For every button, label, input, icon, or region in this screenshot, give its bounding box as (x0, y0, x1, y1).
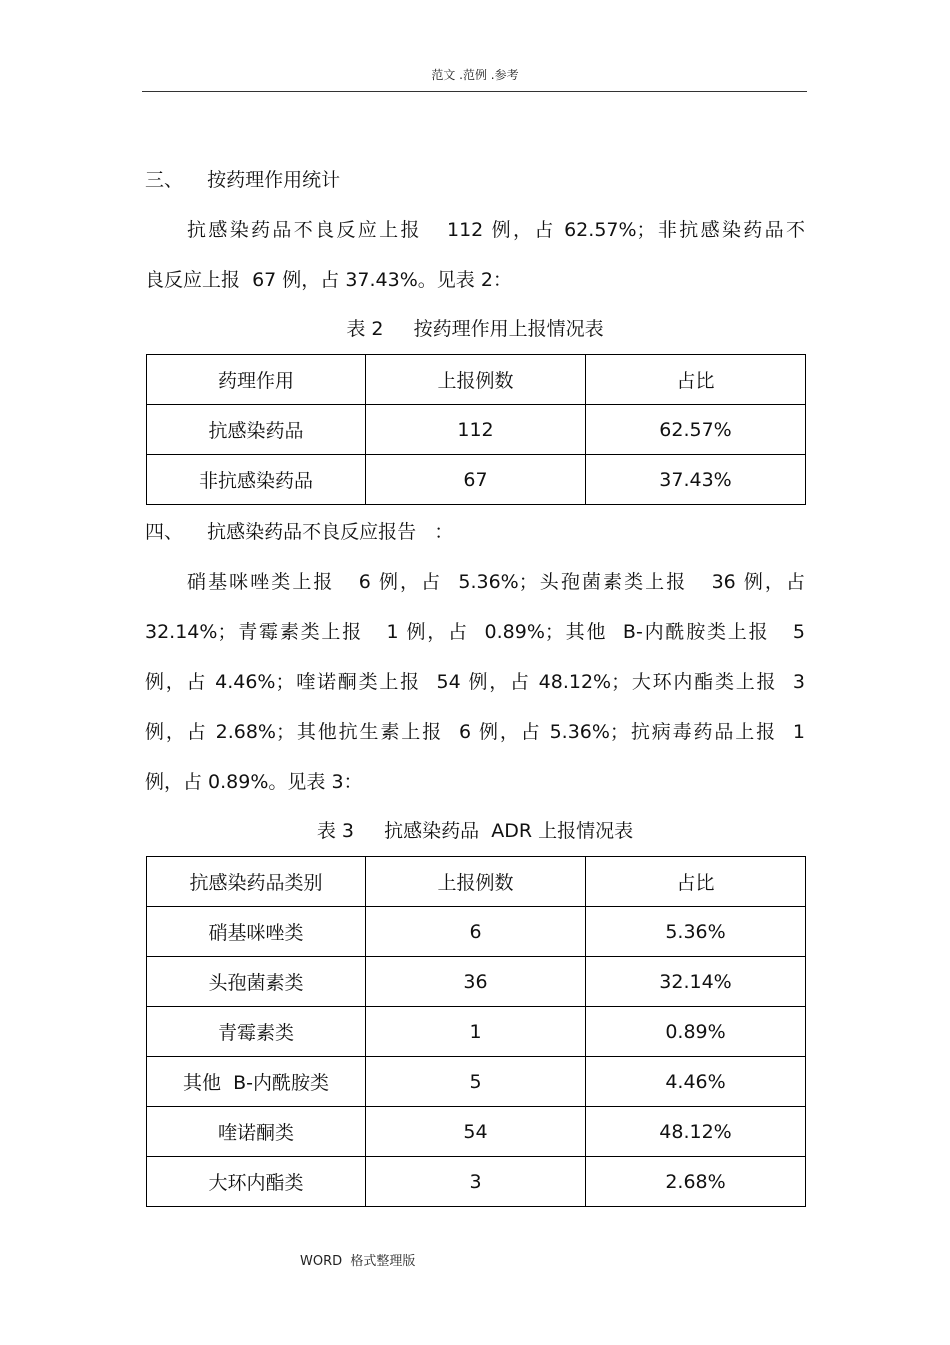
table-cell: 62.57% (586, 405, 806, 455)
page-footer: WORD 格式整理版 (300, 1254, 416, 1269)
table-cell: 硝基咪唑类 (147, 907, 366, 957)
section-4-heading: 四、 抗感染药品不良反应报告 ： (145, 521, 454, 543)
table-cell: 喹诺酮类 (147, 1107, 366, 1157)
section-4-paragraph-line-5: 例，占 0.89%。见表 3： (145, 771, 363, 793)
table-2 (146, 354, 806, 505)
table-cell: 1 (366, 1007, 586, 1057)
section-4-paragraph-line-2: 32.14%；青霉素类上报 1 例，占 0.89%；其他 B-内酰胺类上报 5 (145, 621, 805, 643)
table-cell: 其他 B-内酰胺类 (147, 1057, 366, 1107)
table-cell: 5.36% (586, 907, 806, 957)
table-header-cell: 抗感染药品类别 (147, 857, 366, 907)
table-row (147, 1157, 806, 1207)
table-cell: 青霉素类 (147, 1007, 366, 1057)
table-3 (146, 856, 806, 1207)
section-4-paragraph-line-3: 例，占 4.46%；喹诺酮类上报 54 例，占 48.12%；大环内酯类上报 3 (145, 671, 805, 693)
table-row (147, 405, 806, 455)
table-row (147, 1107, 806, 1157)
header-rule (142, 91, 807, 92)
table-cell: 32.14% (586, 957, 806, 1007)
table-cell: 67 (366, 455, 586, 505)
table-header-cell: 占比 (586, 857, 806, 907)
table-cell: 非抗感染药品 (147, 455, 366, 505)
table-cell: 54 (366, 1107, 586, 1157)
page-header: 范文 .范例 .参考 (431, 68, 519, 82)
table-row (147, 455, 806, 505)
table-cell: 37.43% (586, 455, 806, 505)
table-cell: 3 (366, 1157, 586, 1207)
table-header-row (147, 355, 806, 405)
section-3-paragraph-line-1: 抗感染药品不良反应上报 112 例，占 62.57%；非抗感染药品不 (187, 219, 805, 241)
table-row (147, 1057, 806, 1107)
table-row (147, 957, 806, 1007)
table-3-caption: 表 3 抗感染药品 ADR 上报情况表 (316, 820, 634, 842)
table-header-cell: 上报例数 (366, 857, 586, 907)
table-cell: 0.89% (586, 1007, 806, 1057)
table-cell: 5 (366, 1057, 586, 1107)
section-3-heading: 三、 按药理作用统计 (145, 169, 341, 191)
table-row (147, 1007, 806, 1057)
table-cell: 112 (366, 405, 586, 455)
table-cell: 48.12% (586, 1107, 806, 1157)
table-header-row (147, 857, 806, 907)
table-cell: 2.68% (586, 1157, 806, 1207)
table-cell: 抗感染药品 (147, 405, 366, 455)
table-cell: 头孢菌素类 (147, 957, 366, 1007)
table-header-cell: 上报例数 (366, 355, 586, 405)
section-3-paragraph-line-2: 良反应上报 67 例，占 37.43%。见表 2： (145, 269, 512, 291)
table-cell: 6 (366, 907, 586, 957)
table-header-cell: 药理作用 (147, 355, 366, 405)
table-cell: 4.46% (586, 1057, 806, 1107)
table-cell: 大环内酯类 (147, 1157, 366, 1207)
table-row (147, 907, 806, 957)
table-2-caption: 表 2 按药理作用上报情况表 (346, 318, 604, 340)
table-header-cell: 占比 (586, 355, 806, 405)
section-4-paragraph-line-1: 硝基咪唑类上报 6 例，占 5.36%；头孢菌素类上报 36 例，占 (187, 571, 805, 593)
section-4-paragraph-line-4: 例，占 2.68%；其他抗生素上报 6 例，占 5.36%；抗病毒药品上报 1 (145, 721, 805, 743)
table-cell: 36 (366, 957, 586, 1007)
